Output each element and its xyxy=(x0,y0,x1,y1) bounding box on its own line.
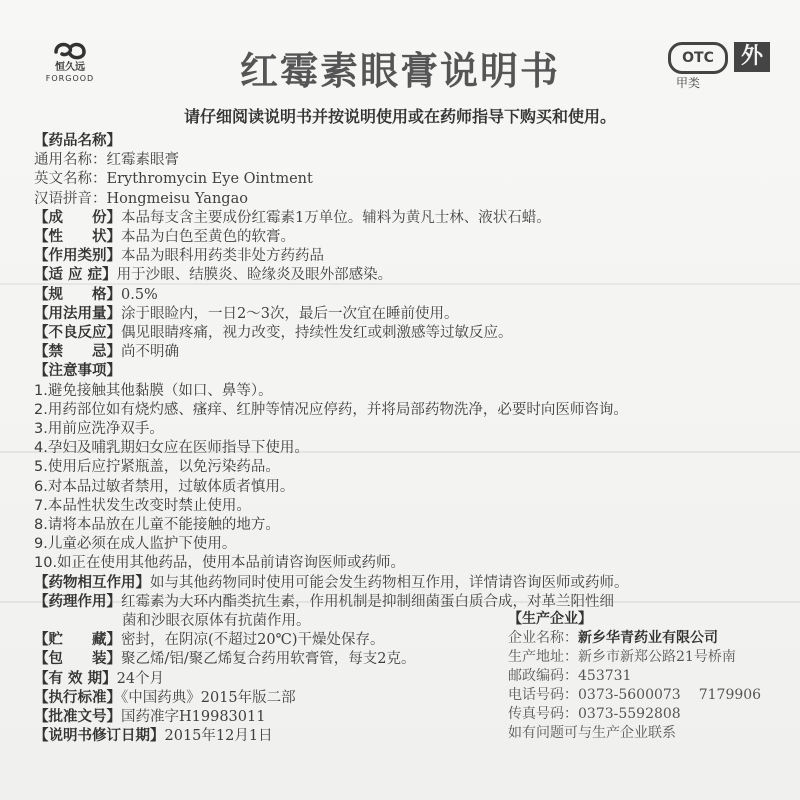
section-approval: 【批准文号】国药准字H19983011 xyxy=(34,709,266,726)
usage-advice: 请仔细阅读说明书并按说明使用或在药师指导下购买和使用。 xyxy=(183,107,616,126)
common-name-row: 通用名称：红霉素眼膏 xyxy=(34,152,179,169)
precaution-item: 3.用前应洗净双手。 xyxy=(34,421,164,438)
otc-class-label: 甲类 xyxy=(676,76,701,90)
english-name-row: 英文名称：Erythromycin Eye Ointment xyxy=(34,171,313,188)
logo-chinese-text: 恒久远 xyxy=(55,62,85,73)
section-category: 【作用类别】本品为眼科用药类非处方药药品 xyxy=(34,248,324,265)
section-package: 【包 装】聚乙烯/铝/聚乙烯复合药用软膏管，每支2克。 xyxy=(34,651,416,668)
section-dosage: 【用法用量】涂于眼睑内，一日2～3次，最后一次宜在睡前使用。 xyxy=(34,305,459,322)
address-row: 生产地址：新乡市新郑公路21号桥南 xyxy=(508,649,736,665)
otc-badge: OTC xyxy=(668,42,728,74)
section-adverse-reactions: 【不良反应】偶见眼睛疼痛，视力改变，持续性发红或刺激感等过敏反应。 xyxy=(34,325,513,342)
section-ingredients: 【成 份】本品每支含主要成份红霉素1万单位。辅料为黄凡士林、液状石蜡。 xyxy=(34,209,551,226)
section-indications: 【适 应 症】用于沙眼、结膜炎、睑缘炎及眼外部感染。 xyxy=(34,267,393,284)
precaution-item: 10.如正在使用其他药品，使用本品前请咨询医师或药师。 xyxy=(34,555,406,572)
drug-name-heading: 【药品名称】 xyxy=(34,133,121,149)
pinyin-name-row: 汉语拼音：Hongmeisu Yangao xyxy=(34,190,248,207)
section-standard: 【执行标准】《中国药典》2015年版二部 xyxy=(34,689,296,706)
phone-row: 电话号码：0373-5600073 7179906 xyxy=(508,687,762,703)
section-pharmacology: 【药理作用】红霉素为大环内酯类抗生素，作用机制是抑制细菌蛋白质合成，对革兰阳性细 xyxy=(34,593,614,610)
fax-row: 传真号码：0373-5592808 xyxy=(508,706,681,722)
precaution-item: 8.请将本品放在儿童不能接触的地方。 xyxy=(34,517,280,534)
precaution-item: 2.用药部位如有烧灼感、瘙痒、红肿等情况应停药，并将局部药物洗净，必要时向医师咨询。 xyxy=(34,401,628,418)
external-use-badge: 外 xyxy=(734,42,770,72)
logo-english-text: FORGOOD xyxy=(45,74,95,83)
postcode-row: 邮政编码：453731 xyxy=(508,668,632,684)
section-validity: 【有 效 期】24个月 xyxy=(34,670,165,687)
precaution-item: 6.对本品过敏者禁用，过敏体质者慎用。 xyxy=(34,478,295,495)
section-storage: 【贮 藏】密封，在阴凉(不超过20℃)干燥处保存。 xyxy=(34,632,385,649)
section-revision-date: 【说明书修订日期】2015年12月1日 xyxy=(34,728,273,745)
company-name-row: 企业名称：新乡华青药业有限公司 xyxy=(508,630,718,646)
document-title: 红霉素眼膏说明书 xyxy=(239,49,560,93)
precaution-item: 9.儿童必须在成人监护下使用。 xyxy=(34,536,237,553)
section-contraindications: 【禁 忌】尚不明确 xyxy=(34,344,179,361)
precautions-heading: 【注意事项】 xyxy=(34,363,121,380)
company-logo xyxy=(40,40,100,92)
section-interactions: 【药物相互作用】如与其他药物同时使用可能会发生药物相互作用，详情请咨询医师或药师。 xyxy=(34,574,629,591)
logo-mark-icon xyxy=(52,40,88,62)
section-specification: 【规 格】0.5% xyxy=(34,286,158,303)
pharmacology-continued: 菌和沙眼衣原体有抗菌作用。 xyxy=(122,613,311,630)
manufacturer-heading: 【生产企业】 xyxy=(508,611,592,627)
precaution-item: 4.孕妇及哺乳期妇女应在医师指导下使用。 xyxy=(34,440,309,457)
precaution-item: 5.使用后应拧紧瓶盖，以免污染药品。 xyxy=(34,459,280,476)
section-appearance: 【性 状】本品为白色至黄色的软膏。 xyxy=(34,229,295,246)
precaution-item: 1.避免接触其他黏膜（如口、鼻等）。 xyxy=(34,382,273,399)
precaution-item: 7.本品性状发生改变时禁止使用。 xyxy=(34,497,251,514)
contact-note: 如有问题可与生产企业联系 xyxy=(508,725,676,741)
